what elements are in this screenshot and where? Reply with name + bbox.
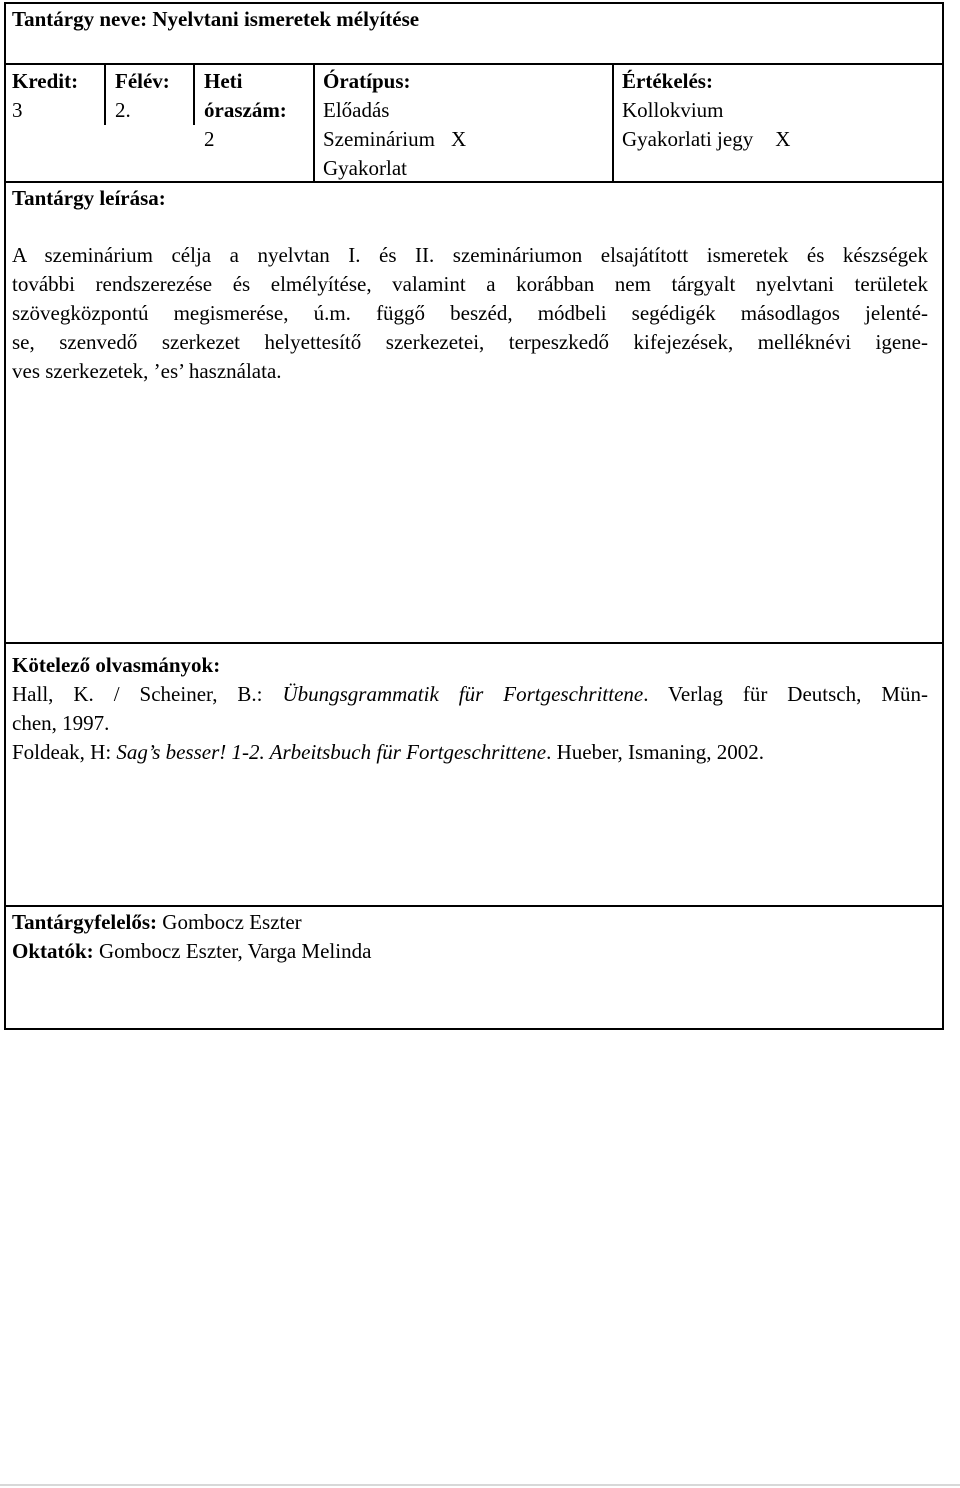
responsible-row — [12, 908, 371, 937]
hours-label-2: óraszám: — [204, 98, 287, 122]
credit-value: 3 — [12, 98, 23, 122]
reading-1-rest: . Verlag für Deutsch, Mün- — [643, 682, 928, 706]
hours-cell — [204, 67, 287, 154]
reading-item-2 — [12, 738, 928, 767]
semester-value: 2. — [115, 98, 131, 122]
divider-col-4 — [612, 63, 614, 183]
reading-2-rest: . Hueber, Ismaning, 2002. — [546, 740, 764, 764]
divider-col-1 — [104, 63, 106, 125]
evaluation-practical: Gyakorlati jegy — [622, 127, 754, 151]
reading-item-1 — [12, 680, 928, 709]
divider-readings — [4, 905, 944, 907]
description-line: szövegközpontú megismerése, ú.m. függő beszéd, módbeli segédigék másodlagos jelenté- — [12, 301, 928, 325]
class-type-label: Óratípus: — [323, 69, 411, 93]
semester-label: Félév: — [115, 69, 170, 93]
responsible-label: Tantárgyfelelős: — [12, 910, 158, 934]
credit-label: Kredit: — [12, 69, 79, 93]
class-type-cell — [323, 67, 466, 183]
semester-cell — [115, 67, 170, 125]
reading-2-title: Sag’s besser! 1-2. Arbeitsbuch für Fortgeschrittene — [116, 740, 547, 764]
hours-label-1: Heti — [204, 69, 243, 93]
divider-info — [4, 181, 944, 183]
class-type-seminar-row — [323, 125, 466, 154]
divider-title — [4, 63, 944, 65]
teachers-label: Oktatók: — [12, 939, 94, 963]
description-line: ves szerkezetek, ’es’ használata. — [12, 359, 282, 383]
description-line: se, szenvedő szerkezet helyettesítő szerkezetei, terpeszkedő kifejezések, melléknévi igene- — [12, 330, 928, 354]
course-name-value: Nyelvtani ismeretek mélyítése — [152, 7, 420, 31]
description-label: Tantárgy leírása: — [12, 186, 166, 210]
class-type-practice: Gyakorlat — [323, 156, 407, 180]
page-bottom-edge — [0, 1484, 960, 1486]
teachers-row — [12, 937, 371, 966]
class-type-seminar-mark: X — [450, 127, 467, 151]
evaluation-label: Értékelés: — [622, 69, 713, 93]
credit-cell — [12, 67, 78, 125]
description-text — [12, 241, 928, 386]
staff-section — [12, 908, 371, 966]
class-type-lecture: Előadás — [323, 98, 390, 122]
evaluation-colloquium: Kollokvium — [622, 98, 724, 122]
class-type-seminar: Szeminárium — [323, 127, 435, 151]
readings-section — [12, 651, 928, 767]
reading-1-author: Hall, K. / Scheiner, B.: — [12, 682, 283, 706]
course-name-label: Tantárgy neve: — [12, 7, 148, 31]
divider-col-3 — [313, 63, 315, 183]
reading-2-author: Foldeak, H: — [12, 740, 117, 764]
reading-1-title: Übungsgrammatik für Fortgeschrittene — [282, 682, 644, 706]
description-line: A szeminárium célja a nyelvtan I. és II. szemináriumon elsajátított ismeretek és készségek — [12, 243, 928, 267]
responsible-value: Gombocz Eszter — [157, 910, 302, 934]
evaluation-cell — [622, 67, 790, 154]
evaluation-practical-mark: X — [775, 127, 791, 151]
readings-label: Kötelező olvasmányok: — [12, 653, 221, 677]
course-sheet-frame — [4, 2, 944, 1030]
description-line: további rendszerezése és elmélyítése, valamint a korábban nem tárgyalt nyelvtani területek — [12, 272, 928, 296]
teachers-value: Gombocz Eszter, Varga Melinda — [93, 939, 372, 963]
course-name — [12, 5, 419, 34]
hours-value: 2 — [204, 127, 215, 151]
reading-1-cont: chen, 1997. — [12, 711, 110, 735]
divider-col-2 — [193, 63, 195, 125]
evaluation-practical-row — [622, 125, 790, 154]
divider-description — [4, 642, 944, 644]
